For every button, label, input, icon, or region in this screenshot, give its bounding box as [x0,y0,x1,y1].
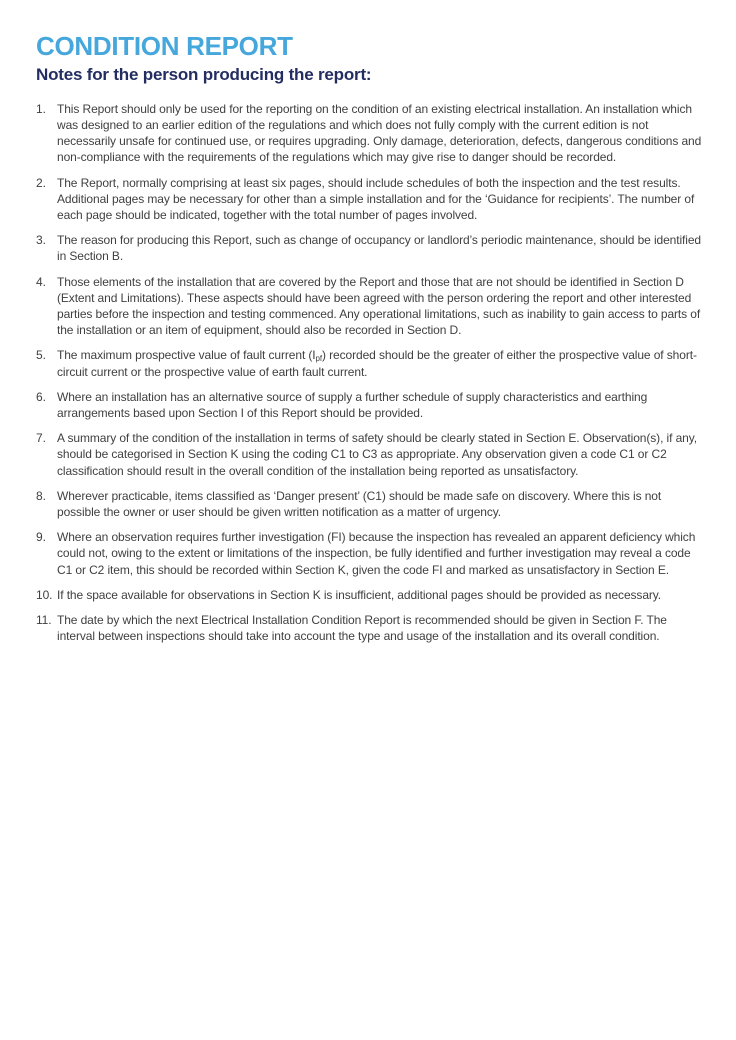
notes-heading: Notes for the person producing the report: [36,65,372,85]
note-text: A summary of the condition of the installation in terms of safety should be clearly stated in Section E. Observation(s), if any, should be categorised in Section K using the coding C1 to C3 as appropriate. Any observation given a code C1 or C2 classification should result in the overall condition of the installation being reported as unsatisfactory. [57,431,697,478]
note-number: 7. [36,431,46,446]
note-item [36,175,702,224]
note-text: The Report, normally comprising at least six pages, should include schedules of both the inspection and the test results. Additional pages may be necessary for other than a simple installation and for the ‘Guidance for recipients’. The number of each page should be indicated, together with the total number of pages involved. [57,175,695,222]
note-item [36,612,702,644]
note-item [36,101,702,166]
note-text: The date by which the next Electrical Installation Condition Report is recommended should be given in Section F. The interval between inspections should take into account the type and usage of the installation and its overall condition. [57,612,667,644]
report-title: CONDITION REPORT [36,31,293,61]
note-item [36,274,702,339]
note-item [36,347,702,379]
note-item [36,232,702,264]
note-number: 6. [36,389,46,404]
note-item [36,529,702,578]
note-number: 9. [36,530,46,545]
note-text: The reason for producing this Report, such as change of occupancy or landlord’s periodic maintenance, should be identified in Section B. [57,233,701,264]
note-item [36,488,702,520]
note-text: The maximum prospective value of fault current $(I_{pf})$ recorded should be the greater of either the prospective value of short-circuit current or the prospective value of earth fault current. [57,348,697,379]
note-number: 8. [36,488,46,503]
note-number: 10. [36,587,53,602]
note-number: 11. [36,612,52,627]
note-number: 5. [36,348,46,363]
note-item [36,587,702,603]
note-text: Wherever practicable, items classified as ‘Danger present’ (C1) should be made safe on discovery. Where this is not possible the owner or user should be given written notification as a matter of urgency. [57,488,662,519]
note-number: 4. [36,274,46,289]
note-text: If the space available for observations in Section K is insufficient, additional pages should be provided as necessary. [57,587,662,602]
note-text: Where an observation requires further investigation (FI) because the inspection has revealed an apparent deficiency which could not, owing to the extent or limitations of the inspection, be fully identified and further investigation may reveal a code C1 or C2 item, this should be recorded within Section K, given the code FI and marked as unsatisfactory in Section E. [57,530,696,577]
notes-list [36,101,702,645]
note-item [36,389,702,421]
note-text: This Report should only be used for the reporting on the condition of an existing electrical installation. An installation which was designed to an earlier edition of the regulations and which does not fully comply with the current edition is not necessarily unsafe for continued use, or requires upgrading. Only damage, deterioration, defects, dangerous conditions and non-compliance with the requirements of the regulations which may give rise to danger should be recorded. [57,101,702,165]
note-text: Those elements of the installation that are covered by the Report and those that are not should be identified in Section D (Extent and Limitations). These aspects should have been agreed with the person ordering the report and other interested parties before the inspection and testing commenced. Any operational limitations, such as inability to gain access to parts of the installation or an item of equipment, should also be recorded in Section D. [57,274,701,338]
note-item [36,430,702,479]
note-number: 1. [36,101,46,116]
note-number: 2. [36,175,46,190]
note-number: 3. [36,233,46,248]
note-text: Where an installation has an alternative source of supply a further schedule of supply characteristics and earthing arrangements based upon Section I of this Report should be provided. [57,389,648,420]
